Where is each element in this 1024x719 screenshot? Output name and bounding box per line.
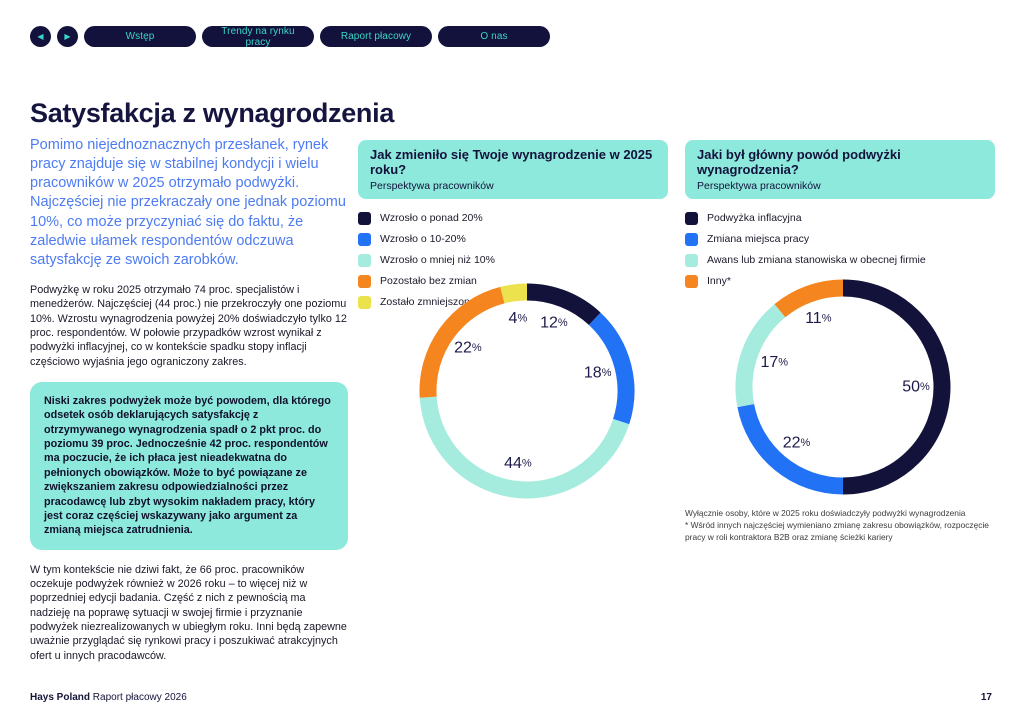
legend-item: [685, 212, 995, 225]
legend-label: Wzrosło o mniej niż 10%: [380, 254, 495, 267]
donut-data-label: 17%: [760, 353, 789, 371]
chart-footnote: [685, 507, 1005, 544]
chart-panel-raise-reason: [685, 140, 995, 452]
legend-swatch: [685, 233, 698, 246]
chart-subtitle: Perspektywa pracowników: [697, 179, 821, 192]
legend-label: Inny*: [707, 275, 731, 288]
chart-header: [358, 140, 668, 199]
legend-item: [358, 212, 668, 225]
donut-data-label: 22%: [782, 434, 811, 452]
legend-label: Wzrosło o ponad 20%: [380, 212, 483, 225]
donut-data-label: 18%: [583, 364, 612, 382]
legend-swatch: [685, 275, 698, 288]
legend-label: Pozostało bez zmian: [380, 275, 477, 288]
chart-title: Jak zmieniło się Twoje wynagrodzenie w 2025 roku?: [370, 147, 653, 177]
footer-report-name: Raport płacowy 2026: [90, 692, 187, 703]
legend-item: [358, 254, 668, 267]
footer-brand: Hays Poland: [30, 692, 91, 703]
donut-chart: [723, 267, 963, 507]
legend-swatch: [685, 254, 698, 267]
donut-data-label: 50%: [902, 378, 930, 396]
body-paragraph-2: W tym kontekście nie dziwi fakt, że 66 proc. pracowników oczekuje podwyżek również w 2026 roku – to więcej niż w poprzedniej edycji badania. Część z nich z pewnością ma nadzieję na poprawę sytuacji w swojej firmie i przyznanie podwyżek niezrealizowanych w ubiegłym roku. Inni będą zapewne uważnie przyglądać się rynkowi pracy i poszukiwać atrakcyjnych ofert u innych pracodawców.: [30, 563, 347, 662]
donut-data-label: 12%: [540, 314, 568, 332]
legend-label: Zmiana miejsca pracy: [707, 233, 810, 246]
footnote-line-1: Wyłącznie osoby, które w 2025 roku doświadczyły podwyżki wynagrodzenia: [685, 508, 966, 518]
footer-brand-line: [30, 692, 187, 703]
legend-swatch: [358, 233, 371, 246]
prev-arrow-icon: ◀: [37, 32, 44, 41]
legend-label: Wzrosło o 10-20%: [380, 233, 466, 246]
donut-data-label: 11%: [805, 309, 832, 327]
prev-page-button[interactable]: [30, 26, 51, 47]
nav-tab-raport-placowy[interactable]: Raport płacowy: [320, 26, 432, 47]
legend-label: Zostało zmniejszone: [380, 296, 476, 309]
footer-page-number: 17: [980, 692, 992, 703]
article-column: [30, 136, 348, 676]
chart-title: Jaki był główny powód podwyżki wynagrodzenia?: [697, 147, 901, 177]
donut-chart: [407, 271, 647, 511]
intro-paragraph: Pomimo niejednoznacznych przesłanek, rynek pracy znajduje się w stabilnej kondycji i wielu pracowników w 2025 otrzymało podwyżki. Najczęściej nie przekraczały one jednak poziomu 10%, co może przyczyniać się do faktu, że zaledwie ułamek respondentów odczuwa satysfakcję ze swoich zarobków.: [30, 137, 346, 268]
legend-swatch: [358, 212, 371, 225]
legend-swatch: [358, 275, 371, 288]
donut-data-label: 44%: [504, 454, 532, 472]
legend-swatch: [358, 296, 371, 309]
chart-subtitle: Perspektywa pracowników: [370, 179, 494, 192]
nav-tab-trendy-na-rynku-pracy[interactable]: Trendy na rynku pracy: [202, 26, 314, 47]
legend-swatch: [358, 254, 371, 267]
donut-segment: [502, 292, 527, 295]
legend-item: [358, 233, 668, 246]
donut-segment: [780, 288, 843, 311]
legend-label: Awans lub zmiana stanowiska w obecnej firmie: [707, 254, 926, 267]
page-title: Satysfakcja z wynagrodzenia: [30, 98, 395, 129]
body-paragraph-1: Podwyżkę w roku 2025 otrzymało 74 proc. specjalistów i menedżerów. Najczęściej (44 proc.) nie przekroczyły one poziomu 10%. Wzrostu wynagrodzenia powyżej 20% doświadczyło tylko 12 proc. respondentów. W połowie przypadków wzrost wynikał z podwyżki inflacyjnej, co w kontekście spadku stopy inflacji częściowo wyjaśnia jego ograniczony zakres.: [30, 283, 347, 368]
next-page-button[interactable]: [57, 26, 78, 47]
footnote-line-2: * Wśród innych najczęściej wymieniano zmianę zakresu obowiązków, rozpoczęcie pracy w roli kontraktora B2B oraz zmianę ścieżki kariery: [685, 520, 989, 543]
donut-data-label: 22%: [454, 339, 482, 357]
legend-item: [685, 254, 995, 267]
chart-panel-salary-change: [358, 140, 668, 472]
highlight-callout-box: Niski zakres podwyżek może być powodem, dla którego odsetek osób deklarujących satysfakcję z otrzymywanego wynagrodzenia spadł o 2 pkt proc. do poziomu 39 proc. Jednocześnie 42 proc. respondentów ma poczucie, że ich płaca jest nieadekwatna do pełnionych obowiązków. Może to być powiązane ze zwiększaniem zakresu odpowiedzialności przez pracodawcę lub zbyt wysokim nakładem pracy, który jest coraz częściej wskazywany jako argument za zmianą miejsca zatrudnienia.: [30, 382, 348, 550]
top-navigation: [30, 26, 550, 47]
legend-item: [685, 233, 995, 246]
nav-tab-o-nas[interactable]: O nas: [438, 26, 550, 47]
donut-segment: [428, 397, 621, 490]
legend-label: Podwyżka inflacyjna: [707, 212, 802, 225]
donut-data-label: 4%: [508, 310, 528, 328]
nav-tab-wstep[interactable]: Wstęp: [84, 26, 196, 47]
legend-swatch: [685, 212, 698, 225]
chart-header: [685, 140, 995, 199]
donut-segment: [527, 292, 595, 319]
next-arrow-icon: ▶: [64, 32, 71, 41]
